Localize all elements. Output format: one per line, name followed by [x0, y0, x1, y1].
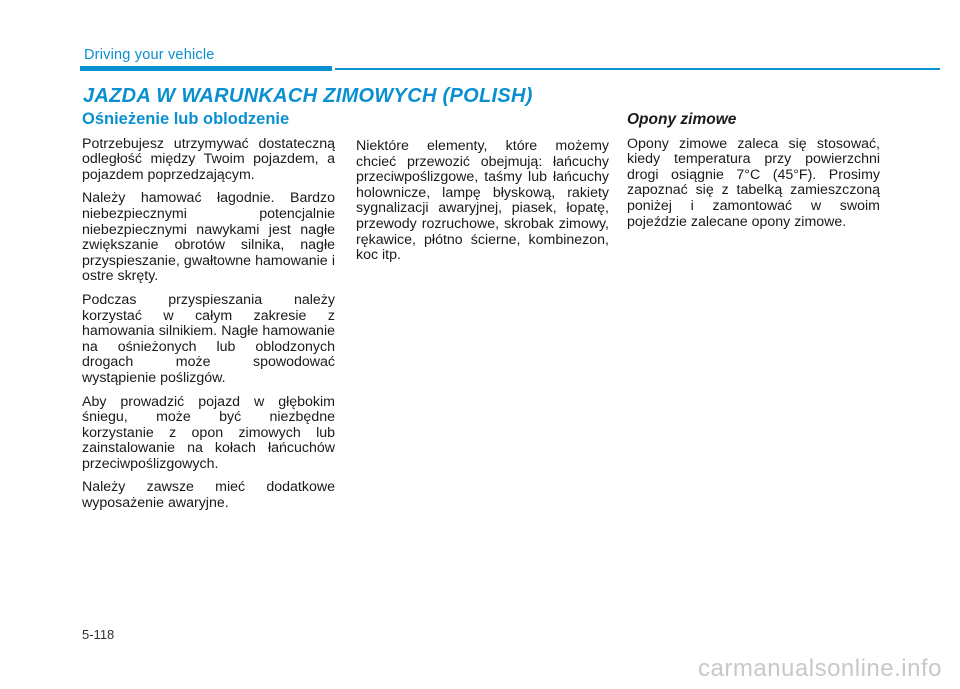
heading-winter-tires: Opony zimowe: [627, 111, 737, 128]
column-1: [82, 112, 335, 520]
paragraph: Należy hamować łagodnie. Bardzo niebezpiecznymi potencjalnie niebezpiecznymi nawykami jest nagłe zwiększanie obrotów silnika, nagłe przyspieszanie, gwałtowne hamowanie i ostre skręty.: [82, 190, 335, 285]
paragraph: Podczas przyspieszania należy korzystać w całym zakresie z hamowania silnikiem. Nagłe hamowanie na ośnieżonych lub oblodzonych drogach może spowodować wystąpienie poślizgów.: [82, 291, 335, 386]
paragraph: Niektóre elementy, które możemy chcieć przewozić obejmują: łańcuchy przeciwpoślizgowe, taśmy lub łańcuchy holownicze, lampę błyskową, rakiety sygnalizacji awaryjnej, piasek, łopatę, przewody rozruchowe, skrobak zimowy, rękawice, płótno ścierne, kombinezon, koc itp.: [356, 138, 609, 264]
paragraph: Opony zimowe zaleca się stosować, kiedy temperatura przy powierzchni drogi osiągnie 7°C (45°F). Prosimy zapoznać się z tabelką zamieszczoną poniżej i zamontować w swoim pojeździe zalecane opony zimowe.: [627, 135, 880, 230]
paragraph: Aby prowadzić pojazd w głębokim śniegu, może być niezbędne korzystanie z opon zimowych lub zainstalowanie na kołach łańcuchów przeciwpoślizgowych.: [82, 393, 335, 472]
page-number: 5-118: [82, 627, 115, 642]
page-title: JAZDA W WARUNKACH ZIMOWYCH (POLISH): [83, 85, 533, 107]
section-label: Driving your vehicle: [84, 47, 215, 63]
header-rule-thin: [335, 68, 940, 70]
column-3: [627, 112, 880, 238]
column-2: [356, 139, 609, 272]
paragraph: Potrzebujesz utrzymywać dostateczną odległość między Twoim pojazdem, a pojazdem poprzedzającym.: [82, 135, 335, 183]
header-rule-thick: [80, 66, 332, 71]
watermark: carmanualsonline.info: [698, 655, 942, 682]
paragraph: Należy zawsze mieć dodatkowe wyposażenie awaryjne.: [82, 479, 335, 512]
heading-snow-ice: Ośnieżenie lub oblodzenie: [82, 110, 290, 128]
